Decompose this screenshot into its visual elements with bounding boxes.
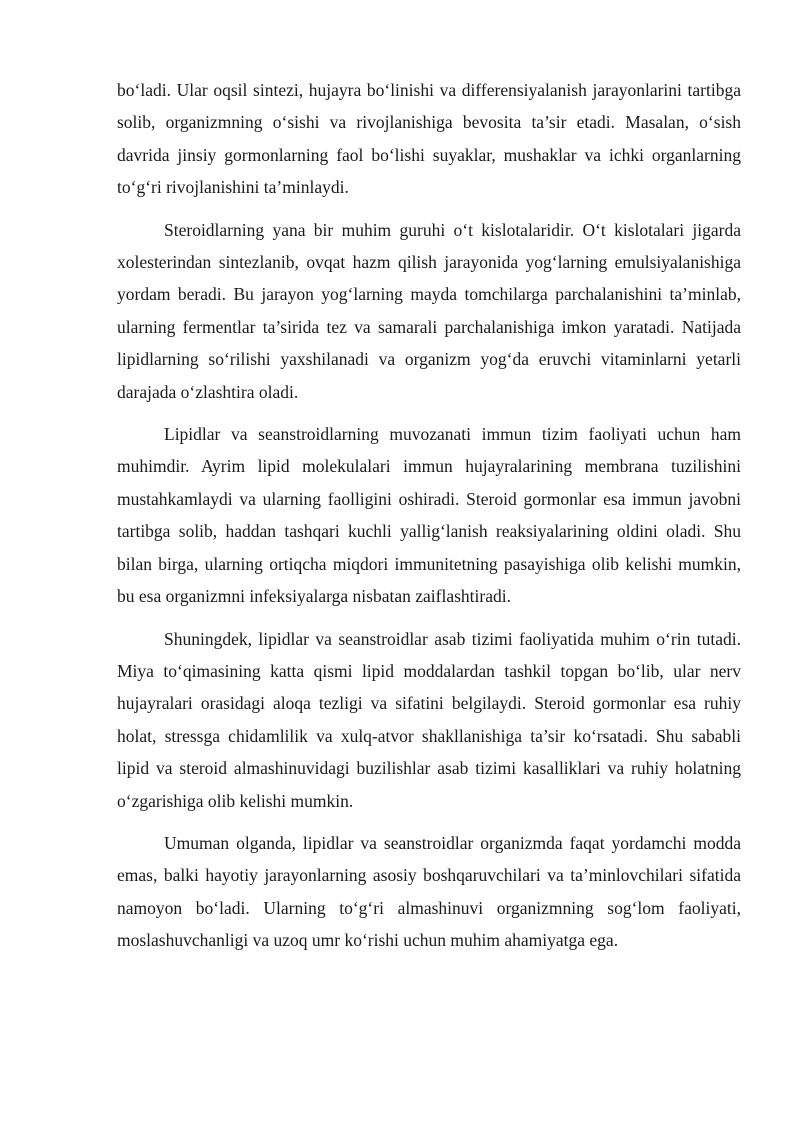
paragraph-immune-system: Lipidlar va seanstroidlarning muvozanati immun tizim faoliyati uchun ham muhimdir. Ayrim lipid molekulalari immun hujayralarining membrana tuzilishini mustahkamlaydi va ularning faolligini oshiradi. Steroid gormonlar esa immun javobni tartibga solib, haddan tashqari kuchli yallig‘lanish reaksiyalarining oldini oladi. Shu bilan birga, ularning ortiqcha miqdori immunitetning pasayishiga olib kelishi mumkin, bu esa organizmni infeksiyalarga nisbatan zaiflashtiradi. [117, 424, 741, 607]
paragraph-bile-acids: Steroidlarning yana bir muhim guruhi o‘t kislotalaridir. O‘t kislotalari jigarda xolesterindan sintezlanib, ovqat hazm qilish jarayonida yog‘larning emulsiyalanishiga yordam beradi. Bu jarayon yog‘larning mayda tomchilarga parchalanishini ta’minlab, ularning fermentlar ta’sirida tez va samarali parchalanishiga imkon yaratadi. Natijada lipidlarning so‘rilishi yaxshilanadi va organizm yog‘da eruvchi vitaminlarni yetarli darajada o‘zlashtira oladi. [117, 219, 741, 402]
paragraph-nervous-system: Shuningdek, lipidlar va seanstroidlar asab tizimi faoliyatida muhim o‘rin tutadi. Miya to‘qimasining katta qismi lipid moddalardan tashkil topgan bo‘lib, ular nerv hujayralari orasidagi aloqa tezligi va sifatini belgilaydi. Steroid gormonlar esa ruhiy holat, stressga chidamlilik va xulq-atvor shakllanishiga ta’sir ko‘rsatadi. Shu sababli lipid va steroid almashinuvidagi buzilishlar asab tizimi kasalliklari va ruhiy holatning o‘zgarishiga olib kelishi mumkin. [117, 628, 741, 811]
paragraph-conclusion: Umuman olganda, lipidlar va seanstroidlar organizmda faqat yordamchi modda emas, balki hayotiy jarayonlarning asosiy boshqaruvchilari va ta’minlovchilari sifatida namoyon bo‘ladi. Ularning to‘g‘ri almashinuvi organizmning sog‘lom faoliyati, moslashuvchanligi va uzoq umr ko‘rishi uchun muhim ahamiyatga ega. [117, 832, 741, 951]
document-body [117, 74, 741, 967]
paragraph-continuation: bo‘ladi. Ular oqsil sintezi, hujayra bo‘linishi va differensiyalanish jarayonlarini tartibga solib, organizmning o‘sishi va rivojlanishiga bevosita ta’sir etadi. Masalan, o‘sish davrida jinsiy gormonlarning faol bo‘lishi suyaklar, mushaklar va ichki organlarning to‘g‘ri rivojlanishini ta’minlaydi. [117, 80, 741, 198]
